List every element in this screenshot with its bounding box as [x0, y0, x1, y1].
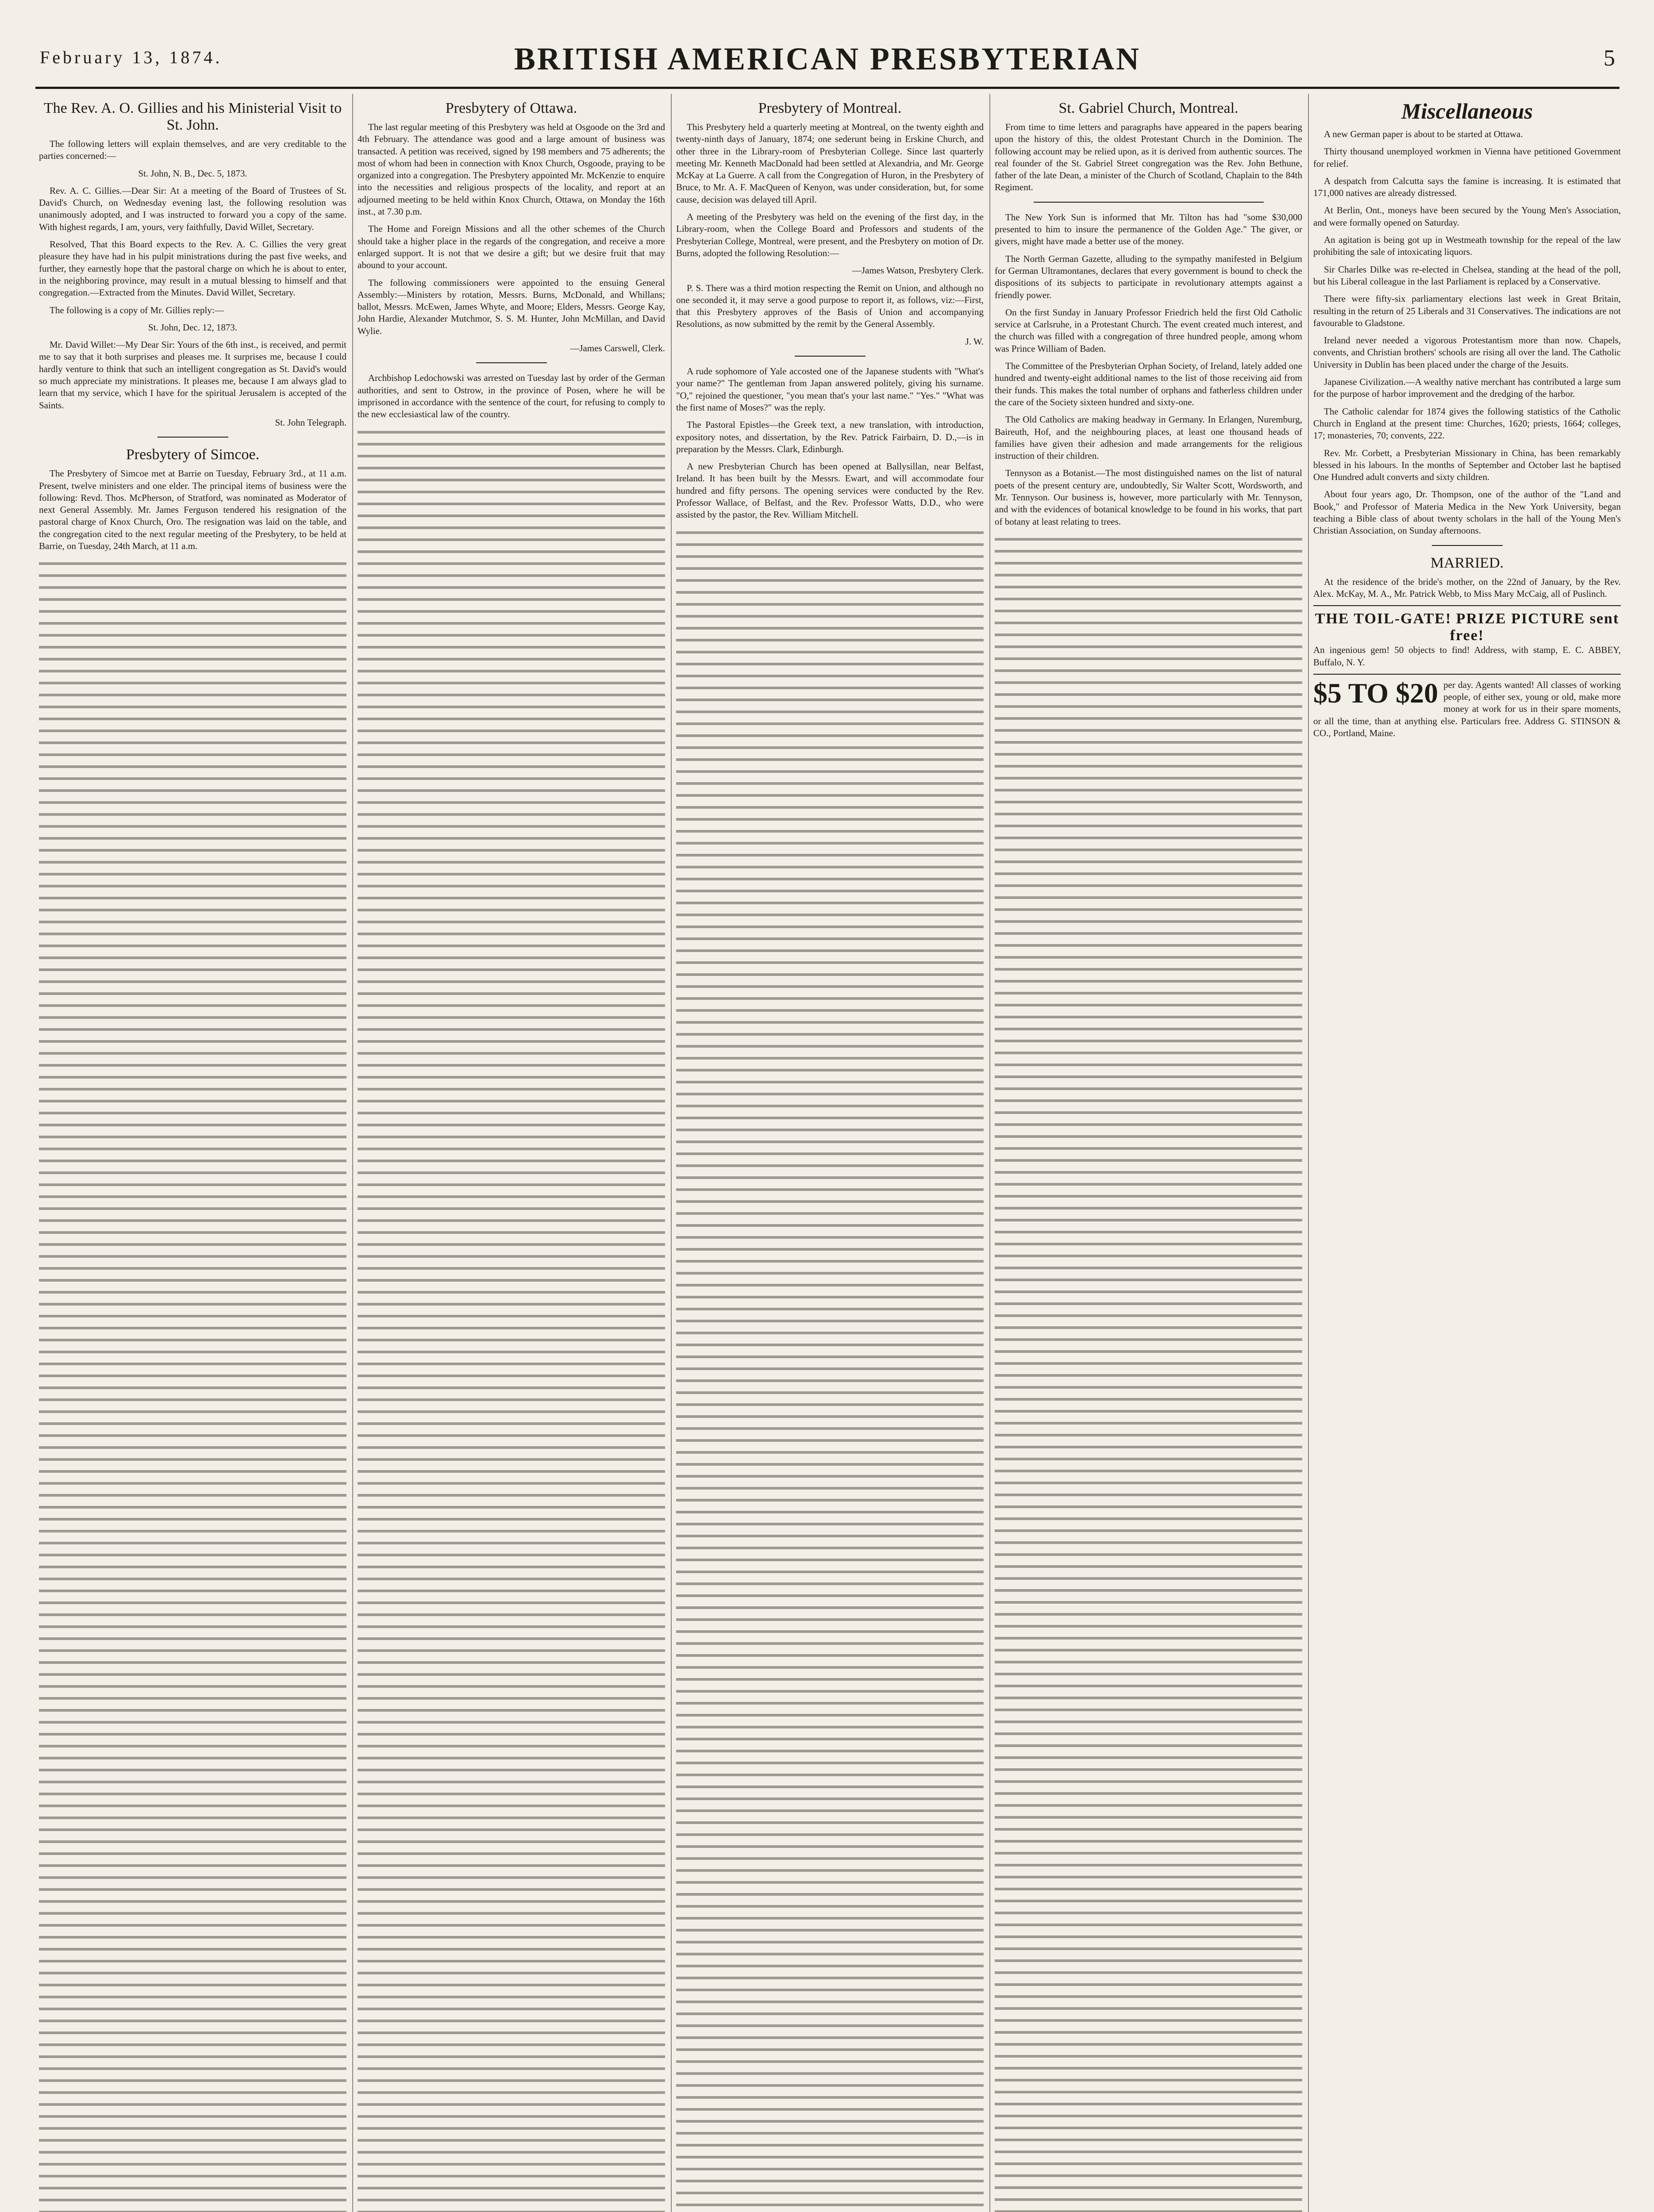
article-heading: Presbytery of Simcoe.	[126, 446, 260, 463]
article-paragraph: On the first Sunday in January Professor Friedrich held the first Old Catholic service at Carlsruhe, in a Protestant Church. The event created much interest, and the church was filled with a congregation of three hundred people, among whom was Prince William of Baden.	[995, 307, 1302, 354]
column-divider	[989, 94, 990, 2212]
column-4	[995, 96, 1302, 2212]
article-paragraph: The New York Sun is informed that Mr. Tilton has had "some $30,000 presented to him to insure the permanence of the Golden Age." The giver, or givers, might have made a better use of the money.	[995, 211, 1302, 247]
article-paragraph: The Committee of the Presbyterian Orphan Society, of Ireland, lately added one hundred and twenty-eight additional names to the list of those receiving aid from their funds. This makes the total number of orphans and fatherless children under the care of the Society sixteen hundred and sixty-one.	[995, 361, 1302, 407]
article-paragraph: The Home and Foreign Missions and all the other schemes of the Church should take a higher place in the regards of the congregation, and receive a more enlarged support. It is not that we desire a gift; but we desire fruit that may abound to your account.	[358, 223, 665, 271]
article-heading: Presbytery of Montreal.	[758, 100, 902, 116]
section-heading-miscellaneous: Miscellaneous	[1401, 99, 1533, 123]
news-item: About four years ago, Dr. Thompson, one of the author of the "Land and Book," and Professor of Materia Medica in the New York University, began teaching a Bible class of about twenty scholars in the hall of the Young Men's Christian Association, on Sunday afternoons.	[1313, 489, 1621, 536]
section-separator	[476, 362, 547, 363]
continued-text-lines	[358, 426, 665, 2212]
advertisement-text: per day. Agents wanted! All classes of working people, of either sex, young or old, make more money at work for us in their spare moments, or all the time, than at anything else. Particulars free. Address G. STINSON & CO., Portland, Maine.	[1313, 679, 1621, 738]
article-paragraph: Rev. A. C. Gillies.—Dear Sir: At a meeting of the Board of Trustees of St. David's Church, on Wednesday evening last, the following resolution was unanimously adopted, and I was instructed to forward you a copy of the same. With highest regards, I am, yours, very faithfully, David Willet, Secretary.	[39, 185, 346, 232]
section-separator	[1034, 202, 1264, 203]
masthead	[40, 41, 1615, 85]
article-signature: J. W.	[965, 336, 984, 347]
column-1	[39, 96, 346, 2212]
news-item: The Catholic calendar for 1874 gives the following statistics of the Catholic Church in England at the present time: Churches, 1620; priests, 1664; colleges, 17; monasteries, 70; convents, 222.	[1313, 406, 1621, 441]
article-heading: The Rev. A. O. Gillies and his Ministerial Visit to St. John.	[43, 100, 342, 133]
marriage-notice: At the residence of the bride's mother, on the 22nd of January, by the Rev. Alex. McKay, M. A., Mr. Patrick Webb, to Miss Mary McCaig, all of Puslinch.	[1313, 576, 1621, 599]
article-signature: —James Carswell, Clerk.	[570, 343, 665, 354]
article-paragraph: The Presbytery of Simcoe met at Barrie on Tuesday, February 3rd., at 11 a.m. Present, twelve ministers and one elder. The principal items of business were the following: Revd. Thos. McPherson, of Stratford, was nominated as Moderator of next General Assembly. Mr. James Ferguson tendered his resignation of the pastoral charge of Knox Church, Oro. The resignation was laid on the table, and the congregation cited to the next regular meeting of the Presbytery, to be held at Barrie, on Tuesday, 24th March, at 11 a.m.	[39, 468, 346, 552]
advertisement-toll-gate	[1313, 605, 1621, 668]
news-item: Sir Charles Dilke was re-elected in Chelsea, standing at the head of the poll, but his Liberal colleague in the last Parliament is replaced by a Conservative.	[1313, 264, 1621, 287]
news-item: An agitation is being got up in Westmeath township for the repeal of the law prohibiting the sale of intoxicating liquors.	[1313, 234, 1621, 257]
article-paragraph: This Presbytery held a quarterly meeting at Montreal, on the twenty eighth and twenty-ninth days of January, 1874; one sederunt being in Erskine Church, and other three in the Library-room of Presbyterian College. Since last quarterly meeting Mr. Kenneth MacDonald had been settled at Alexandria, and Mr. George McKay at La Guerre. A call from the Congregation of Huron, in the Presbytery of Bruce, to Mr. A. F. MacQueen of Kenyon, was under consideration, but, for some cause, decision was delayed till April.	[676, 122, 984, 205]
section-separator	[1432, 545, 1503, 546]
article-paragraph: The last regular meeting of this Presbytery was held at Osgoode on the 3rd and 4th February. The attendance was good and a large amount of business was transacted. A petition was received, signed by 198 members and 75 adherents; the most of whom had been in connection with Knox Church, Osgoode, praying to be organized into a congregation. The Presbytery appointed Mr. McKenzie to enquire into the necessities and religious prospects of the locality, and report at an adjourned meeting to be held within Knox Church, Ottawa, on Monday the 16th inst., at 7.30 p.m.	[358, 122, 665, 217]
continued-text-lines	[39, 557, 346, 2212]
section-separator	[795, 356, 865, 357]
article-heading: St. Gabriel Church, Montreal.	[1058, 100, 1239, 116]
news-item: Ireland never needed a vigorous Protestantism more than now. Chapels, convents, and Christian brothers' schools are rising all over the land. The Catholic University in Dublin has been placed under the charge of the Jesuits.	[1313, 335, 1621, 370]
column-divider	[352, 94, 353, 2212]
advertisement-price: $5 TO $20	[1313, 677, 1439, 709]
masthead-rule	[35, 87, 1619, 89]
article-paragraph: The North German Gazette, alluding to the sympathy manifested in Belgium for German Ultramontanes, declares that every government is bound to check the dispositions of its subjects to participate in revolutionary attempts against a friendly power.	[995, 253, 1302, 300]
column-2	[358, 96, 665, 2212]
article-paragraph: Tennyson as a Botanist.—The most distinguished names on the list of natural poets of the present century are, undoubtedly, Sir Walter Scott, Wordsworth, and Mr. Tennyson. Our business is, however, more particularly with Mr. Tennyson, and with the evidences of botanical knowledge to be found in his works, that part of botany at least relating to trees.	[995, 468, 1302, 527]
news-item: At Berlin, Ont., moneys have been secured by the Young Men's Association, and were formally opened on Saturday.	[1313, 205, 1621, 228]
column-3	[676, 96, 984, 2212]
article-paragraph: The following is a copy of Mr. Gillies reply:—	[50, 304, 224, 315]
dateline: St. John, N. B., Dec. 5, 1873.	[138, 168, 247, 179]
article-paragraph: P. S. There was a third motion respecting the Remit on Union, and although no one seconded it, it may serve a good purpose to report it, as follows, viz:—First, that this Presbytery approves of the Basis of Union and accompanying Resolutions, as now submitted by the remit by the General Assembly.	[676, 282, 984, 330]
issue-date: February 13, 1874.	[40, 47, 223, 67]
article-paragraph: Archbishop Ledochowski was arrested on Tuesday last by order of the German authorities, and sent to Ostrow, in the province of Posen, where he will be imprisoned in accordance with the sentence of the court, for refusing to comply to the new ecclesiastical law of the country.	[358, 373, 665, 420]
married-heading: MARRIED.	[1430, 554, 1504, 571]
advertisement-agents-wanted	[1313, 674, 1621, 739]
article-paragraph: The Old Catholics are making headway in Germany. In Erlangen, Nuremburg, Baireuth, Hof, and the neighbouring places, at least one thousand heads of families have given their adhesion and made arrangements for the religious instruction of their children.	[995, 414, 1302, 461]
news-item: Thirty thousand unemployed workmen in Vienna have petitioned Government for relief.	[1313, 146, 1621, 169]
article-paragraph: A rude sophomore of Yale accosted one of the Japanese students with "What's your name?" The gentleman from Japan answered politely, giving his surname. "O," rejoined the questioner, "you mean that's your last name." "Yes." "What was the first name of Moses?" was the reply.	[676, 366, 984, 413]
column-5	[1313, 96, 1621, 2212]
news-item: Japanese Civilization.—A wealthy native merchant has contributed a large sum for the purpose of harbor improvement and the dredging of the harbor.	[1313, 376, 1621, 399]
article-paragraph: The Pastoral Epistles—the Greek text, a new translation, with introduction, expository notes, and dissertation, by the Rev. Patrick Fairbairn, D. D.,—is in preparation by the Messrs. Clark, Edinburgh.	[676, 419, 984, 454]
page-number: 5	[1604, 46, 1615, 71]
news-item: A new German paper is about to be started at Ottawa.	[1324, 129, 1523, 139]
article-paragraph: A new Presbyterian Church has been opened at Ballysillan, near Belfast, Ireland. It has been built by the Messrs. Ewart, and will accommodate four hundred and fifty persons. The opening services were conducted by the Rev. Professor Wallace, of Belfast, and the Rev. Professor Watts, D.D., who were assisted by the pastor, the Rev. William Mitchell.	[676, 461, 984, 520]
article-heading: Presbytery of Ottawa.	[445, 100, 577, 116]
article-paragraph: The following letters will explain themselves, and are very creditable to the parties concerned:—	[39, 138, 346, 161]
column-divider	[1308, 94, 1309, 2212]
article-paragraph: Resolved, That this Board expects to the Rev. A. C. Gillies the very great pleasure they have had in his pulpit ministrations during the past five weeks, and further, they earnestly hope that the pastoral charge on which he is about to enter, in the neighboring province, may result in a mutual blessing to himself and that congregation.—Extracted from the Minutes. David Willet, Secretary.	[39, 239, 346, 298]
article-signature: St. John Telegraph.	[275, 417, 346, 428]
article-paragraph: From time to time letters and paragraphs have appeared in the papers bearing upon the history of this, the oldest Protestant Church in the Dominion. The following account may be relied upon, as it is derived from authentic sources. The real founder of the St. Gabriel Street congregation was the Rev. John Bethune, father of the late Dean, a minister of the Church of Scotland, Chaplain to the 84th Regiment.	[995, 122, 1302, 193]
section-separator	[158, 437, 228, 438]
column-divider	[671, 94, 672, 2212]
article-paragraph: A meeting of the Presbytery was held on the evening of the first day, in the Library-room, when the College Board and Professors and students of the Presbyterian College, Montreal, were present, and the Presbytery on motion of Dr. Burns, adopted the following Resolution:—	[676, 211, 984, 258]
continued-text-lines	[995, 533, 1302, 2212]
news-item: There were fifty-six parliamentary elections last week in Great Britain, resulting in the return of 25 Liberals and 31 Conservatives. The indications are not favourable to Gladstone.	[1313, 293, 1621, 328]
continued-text-lines	[676, 526, 984, 2212]
article-paragraph: The following commissioners were appointed to the ensuing General Assembly:—Ministers by rotation, Messrs. Burns, McDonald, and Whillans; ballot, Messrs. McEwen, James Whyte, and Moore; Elders, Messrs. George Kay, John Hardie, Alexander Mutchmor, S. S. M. Hunter, John McMillan, and David Wylie.	[358, 277, 665, 336]
newspaper-title: BRITISH AMERICAN PRESBYTERIAN	[514, 41, 1141, 77]
dateline: St. John, Dec. 12, 1873.	[148, 322, 238, 333]
news-item: Rev. Mr. Corbett, a Presbyterian Missionary in China, has been remarkably blessed in his labours. In the months of September and October last he baptised One Hundred adult converts and sixty children.	[1313, 447, 1621, 483]
news-item: A despatch from Calcutta says the famine is increasing. It is estimated that 171,000 natives are already distressed.	[1313, 175, 1621, 199]
advertisement-headline: THE TOIL-GATE! PRIZE PICTURE sent free!	[1315, 611, 1619, 644]
article-signature: —James Watson, Presbytery Clerk.	[852, 265, 984, 276]
advertisement-text: An ingenious gem! 50 objects to find! Address, with stamp, E. C. ABBEY, Buffalo, N. Y.	[1313, 645, 1621, 668]
article-paragraph: Mr. David Willet:—My Dear Sir: Yours of the 6th inst., is received, and permit me to say that it both surprises and pleases me. It surprises me, because I could hardly venture to think that such an intelligent congregation as St. David's would so much appreciate my ministrations. It pleases me, because I am always glad to learn that my service, which I have for the spiritual Jerusalem is accepted of the Saints.	[39, 339, 346, 411]
